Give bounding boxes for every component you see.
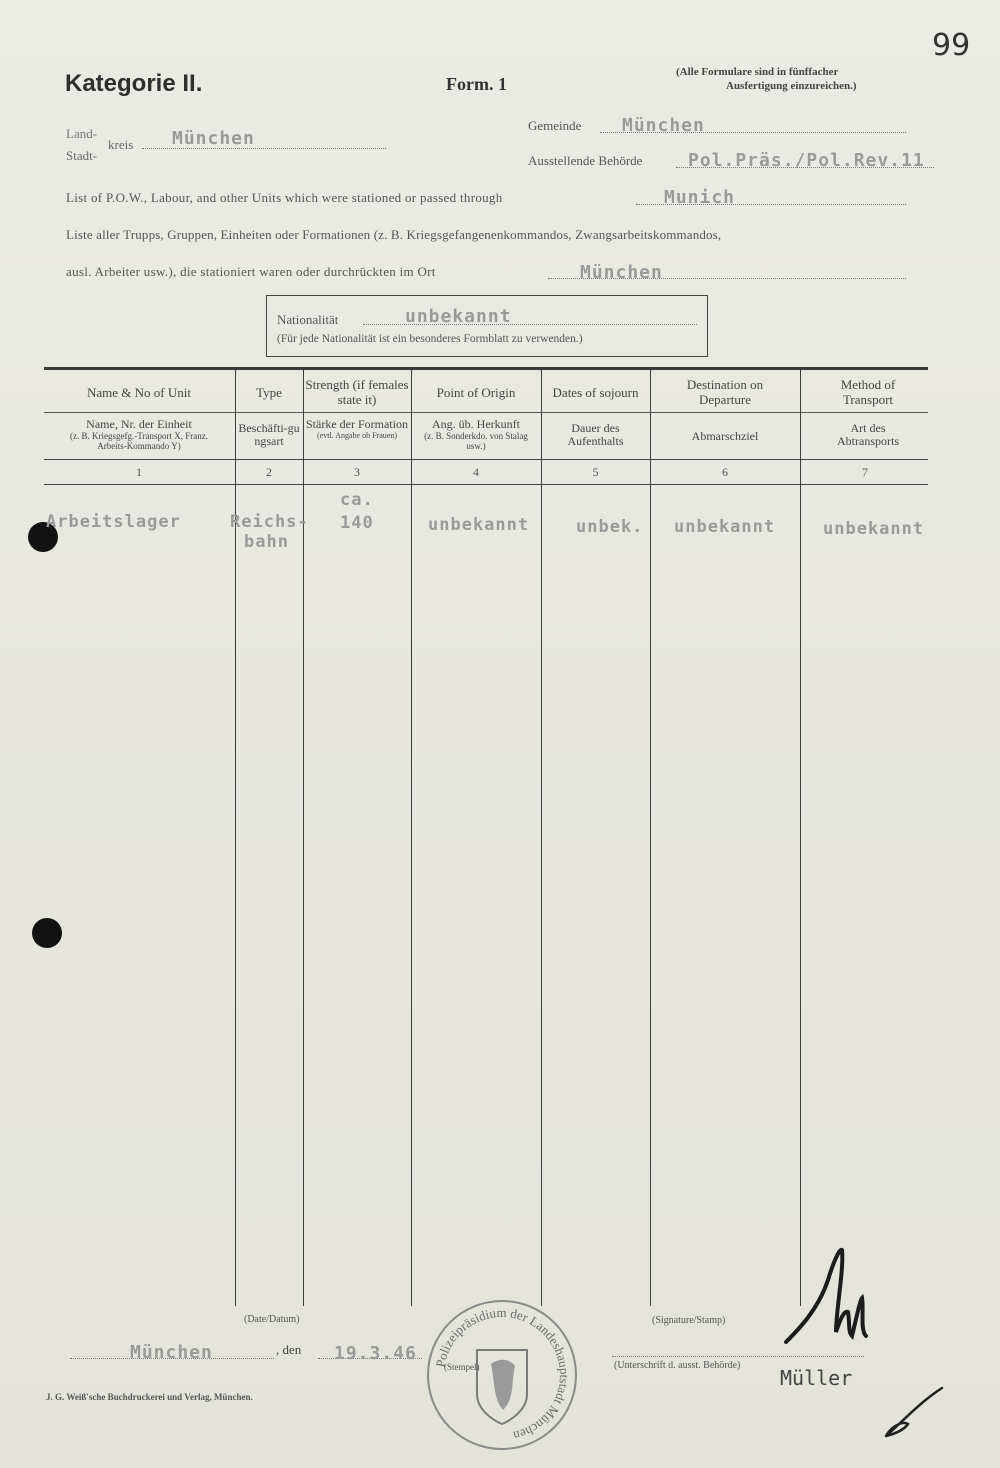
col1-number: 1 <box>136 465 142 479</box>
footer-dotline-right <box>612 1356 864 1357</box>
gemeinde-label: Gemeinde <box>528 118 582 133</box>
nationality-box <box>266 295 708 357</box>
nationality-note: (Für jede Nationalität ist ein besonderes Formblatt zu verwenden.) <box>277 333 583 345</box>
row-dates: unbek. <box>576 517 644 537</box>
kreis-prefix-stadt: Stadt- <box>66 148 98 163</box>
table-body-rule <box>44 484 928 485</box>
behoerde-value: Pol.Präs./Pol.Rev.11 <box>688 150 925 171</box>
col3-number: 3 <box>354 465 360 479</box>
row-origin: unbekannt <box>428 515 530 535</box>
row-strength-line2: 140 <box>340 513 374 533</box>
signer-name: Müller <box>780 1366 853 1390</box>
column-divider-5 <box>650 369 651 1306</box>
stamp-graphic <box>429 1302 575 1448</box>
row-destination: unbekannt <box>674 517 776 537</box>
footer-place: München <box>130 1342 213 1363</box>
form-number: Form. 1 <box>446 74 507 94</box>
col3-header-de-small: (evtl. Angabe ob Frauen) <box>317 431 397 440</box>
col2-header-de: Beschäfti-gungsart <box>238 421 300 448</box>
date-caption: (Date/Datum) <box>244 1314 300 1325</box>
column-divider-4 <box>541 369 542 1306</box>
footer-date: 19.3.46 <box>334 1343 417 1364</box>
row-unit-name: Arbeitslager <box>46 512 181 532</box>
nationality-value: unbekannt <box>405 306 512 327</box>
col6-header-en: Destination on Departure <box>686 377 764 407</box>
row-type-line2: bahn <box>244 532 289 552</box>
table-header-divider <box>44 412 928 413</box>
police-stamp <box>427 1300 577 1450</box>
col2-number: 2 <box>266 465 272 479</box>
col4-header-de-small: (z. B. Sonderkdo. von Stalag usw.) <box>424 431 528 451</box>
col5-header-de: Dauer des Aufenthalts <box>567 421 624 448</box>
unterschrift-caption: (Unterschrift d. ausst. Behörde) <box>614 1360 741 1371</box>
col1-header-en: Name & No of Unit <box>87 385 191 400</box>
row-strength-line1: ca. <box>340 490 374 510</box>
row-transport: unbekannt <box>823 519 925 539</box>
behoerde-label: Ausstellende Behörde <box>528 153 643 168</box>
stempel-label: (Stempel) <box>444 1362 480 1372</box>
col1-header-de <box>44 418 234 451</box>
col4-header-de-main: Ang. üb. Herkunft <box>432 417 520 431</box>
copies-note-line2: Ausfertigung einzureichen.) <box>726 80 857 92</box>
col1-header-de-small: (z. B. Kriegsgefg.-Transport X, Franz. Arbeits-Kommando Y) <box>70 431 208 451</box>
kreis-value: München <box>172 128 255 149</box>
col1-header-de-main: Name, Nr. der Einheit <box>86 417 192 431</box>
list-de-value: München <box>580 262 663 283</box>
kreis-label: kreis <box>108 137 134 152</box>
list-en-value: Munich <box>664 187 736 208</box>
signature-scribble <box>778 1240 878 1350</box>
nationality-label: Nationalität <box>277 312 339 327</box>
stamp-text: Polizeipräsidium der Landeshauptstadt München <box>432 1304 573 1444</box>
list-de-text-line1: Liste aller Trupps, Gruppen, Einheiten oder Formationen (z. B. Kriegsgefangenenkommandos, Zwangsarbeitskommandos, <box>66 227 722 242</box>
col4-header-en: Point of Origin <box>436 385 516 400</box>
col3-header-en: Strength (if females state it) <box>305 377 409 407</box>
pen-mark <box>880 1384 950 1444</box>
col2-header-en: Type <box>256 385 282 400</box>
punch-hole-bottom <box>32 918 62 948</box>
page-number: 99 <box>932 28 971 63</box>
signature-caption: (Signature/Stamp) <box>652 1315 726 1326</box>
row-type-line1: Reichs- <box>230 512 309 532</box>
col5-number: 5 <box>592 465 599 479</box>
col7-number: 7 <box>862 465 868 479</box>
col7-header-en: Method of Transport <box>840 377 896 407</box>
col3-header-de <box>306 418 408 441</box>
col3-header-de-main: Stärke der Formation <box>306 417 408 431</box>
table-top-rule <box>44 367 928 370</box>
column-divider-1 <box>235 369 236 1306</box>
col4-header-de <box>412 418 540 451</box>
list-de-text-line2: ausl. Arbeiter usw.), die stationiert waren oder durchrückten im Ort <box>66 264 436 279</box>
list-en-text: List of P.O.W., Labour, and other Units which were stationed or passed through <box>66 190 503 205</box>
gemeinde-value: München <box>622 115 705 136</box>
col4-number: 4 <box>473 465 479 479</box>
printer-imprint: J. G. Weiß'sche Buchdruckerei und Verlag, München. <box>46 1392 253 1402</box>
col6-number: 6 <box>722 465 728 479</box>
copies-note-line1: (Alle Formulare sind in fünffacher <box>676 66 839 78</box>
kreis-prefix-land: Land- <box>66 126 98 141</box>
col6-header-de: Abmarschziel <box>691 429 759 443</box>
col5-header-en: Dates of sojourn <box>552 385 639 400</box>
col7-header-de: Art des Abtransports <box>837 421 899 448</box>
category-title: Kategorie II. <box>65 70 203 97</box>
column-divider-2 <box>303 369 304 1306</box>
footer-den: , den <box>276 1342 302 1357</box>
column-divider-6 <box>800 369 801 1306</box>
column-divider-3 <box>411 369 412 1306</box>
table-number-divider <box>44 459 928 460</box>
